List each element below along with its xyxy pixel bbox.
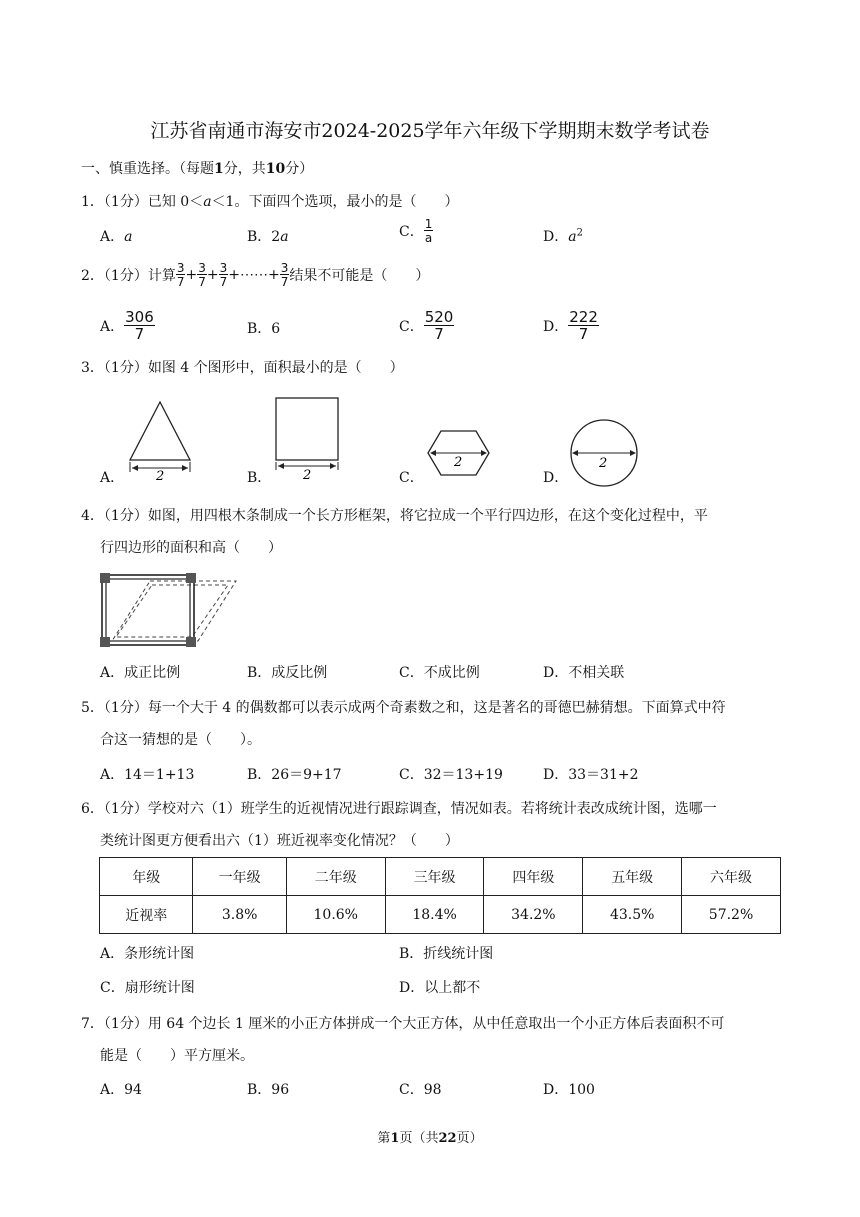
table-cell: 34.2% (484, 896, 583, 934)
q2-option-a[interactable]: A． $\frac{306}{7}$ (100, 308, 154, 343)
q1-option-c[interactable]: C． $\frac{1}{a}$ (399, 217, 433, 245)
q6-option-d[interactable]: D．以上都不 (399, 980, 481, 996)
question-7-line1: 7．（1分）用 64 个边长 1 厘米的小正方体拼成一个大正方体，从中任意取出一个小正方体后表面积不可 (81, 1016, 725, 1032)
table-cell: 五年级 (583, 858, 682, 896)
q4-option-a[interactable]: A．成正比例 (100, 665, 181, 681)
table-cell: 一年级 (193, 858, 286, 896)
table-cell: 六年级 (682, 858, 781, 896)
page-footer: 第1页（共22页） (377, 1131, 483, 1146)
question-6-line1: 6．（1分）学校对六（1）班学生的近视情况进行跟踪调查，情况如表。若将统计表改成统计图，选哪一 (81, 801, 717, 817)
square-figure (272, 396, 344, 482)
table-header-row (100, 858, 781, 896)
q4-option-d[interactable]: D．不相关联 (543, 665, 625, 681)
question-3: 3．（1分）如图 4 个图形中，面积最小的是（ ） (81, 360, 404, 376)
question-1: 1．（1分）已知 0＜a＜1。下面四个选项，最小的是（ ） (81, 194, 459, 210)
q7-option-d[interactable]: D．100 (543, 1082, 595, 1098)
q6-option-c[interactable]: C．扇形统计图 (100, 980, 195, 996)
q2-option-d[interactable]: D． $\frac{222}{7}$ (543, 308, 598, 343)
question-6-line2: 类统计图更方便看出六（1）班近视率变化情况？（ ） (100, 833, 459, 849)
question-5-line1: 5．（1分）每一个大于 4 的偶数都可以表示成两个奇素数之和，这是著名的哥德巴赫猜想。下面算式中符 (81, 700, 726, 716)
q4-option-c[interactable]: C．不成比例 (399, 665, 480, 681)
q6-option-b[interactable]: B．折线统计图 (399, 946, 494, 962)
q3-option-b[interactable]: B． (247, 470, 272, 486)
q3-option-c[interactable]: C． (399, 470, 424, 486)
table-cell: 近视率 (100, 896, 193, 934)
q5-option-d[interactable]: D．33＝31+2 (543, 767, 639, 783)
q7-option-c[interactable]: C．98 (399, 1082, 442, 1098)
q7-option-a[interactable]: A．94 (100, 1082, 142, 1098)
table-cell: 10.6% (286, 896, 385, 934)
q5-option-a[interactable]: A．14＝1+13 (100, 767, 195, 783)
myopia-table (99, 857, 781, 934)
q1-option-a[interactable]: A．a (100, 229, 133, 245)
page-title: 江苏省南通市海安市2024-2025学年六年级下学期期末数学考试卷 (150, 120, 710, 142)
table-cell: 四年级 (484, 858, 583, 896)
hexagon-dim: 2 (454, 455, 463, 470)
q1-option-b[interactable]: B．2a (247, 229, 289, 245)
q2-option-c[interactable]: C． $\frac{520}{7}$ (399, 308, 454, 343)
question-4-line2: 行四边形的面积和高（ ） (100, 540, 282, 556)
circle-figure (568, 417, 640, 489)
q7-option-b[interactable]: B．96 (247, 1082, 290, 1098)
q5-option-b[interactable]: B．26＝9+17 (247, 767, 342, 783)
question-7-line2: 能是（ ）平方厘米。 (100, 1048, 254, 1064)
table-cell: 年级 (100, 858, 193, 896)
table-row (100, 896, 781, 934)
table-cell: 三年级 (385, 858, 484, 896)
hexagon-figure (424, 428, 494, 478)
q3-option-d[interactable]: D． (543, 470, 569, 486)
q2-option-b[interactable]: B．6 (247, 321, 281, 337)
q5-option-c[interactable]: C．32＝13+19 (399, 767, 503, 783)
question-5-line2: 合这一猜想的是（ ）。 (100, 732, 261, 748)
triangle-dim: 2 (156, 469, 165, 484)
table-cell: 18.4% (385, 896, 484, 934)
section-heading: 一、慎重选择。（每题1分，共10分） (81, 161, 314, 177)
square-dim: 2 (303, 468, 312, 483)
table-cell: 二年级 (286, 858, 385, 896)
table-cell: 57.2% (682, 896, 781, 934)
table-cell: 3.8% (193, 896, 286, 934)
q4-option-b[interactable]: B．成反比例 (247, 665, 328, 681)
triangle-figure (125, 400, 195, 482)
circle-dim: 2 (599, 456, 608, 471)
frame-figure (100, 573, 240, 648)
q3-option-a[interactable]: A． (100, 470, 125, 486)
question-4-line1: 4．（1分）如图，用四根木条制成一个长方形框架，将它拉成一个平行四边形，在这个变化过程中，平 (81, 508, 708, 524)
q1-option-d[interactable]: D．$a^2$ (543, 227, 583, 245)
question-2: 2．（1分）计算 $\frac{3}{7}$ + $\frac{3}{7}$ + $\frac{3}{7}$ +⋯⋯+ $\frac{3}{7}$ 结果不可能是（ ） (81, 261, 430, 289)
q6-option-a[interactable]: A．条形统计图 (100, 946, 195, 962)
table-cell: 43.5% (583, 896, 682, 934)
